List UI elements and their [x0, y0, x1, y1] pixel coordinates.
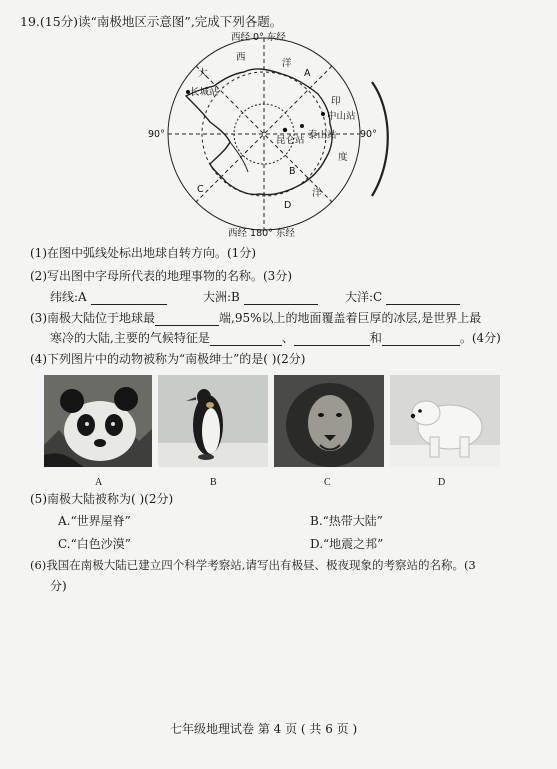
photo-caption-d: D — [438, 477, 446, 488]
q2-ocean-row — [345, 290, 460, 305]
map-letter-d: D — [284, 200, 292, 211]
q3-line1-start: (3)南极大陆位于地球最 — [30, 311, 155, 325]
q2-latitude-blank[interactable] — [91, 292, 167, 305]
q3-line2 — [50, 331, 501, 346]
q6-line1: (6)我国在南极大陆已建立四个科学考察站,请写出有极昼、极夜现象的考察站的名称。(3 — [30, 558, 476, 572]
q3-line2-end: 。(4分) — [459, 331, 501, 345]
map-ocean-yang2: 洋 — [312, 188, 322, 199]
map-station-taishan: 泰山站 — [308, 130, 337, 141]
map-letter-b: B — [289, 166, 296, 177]
photo-lion[interactable] — [274, 375, 384, 467]
map-ocean-yang1: 洋 — [282, 58, 292, 69]
station-dot-zhongshan — [321, 112, 325, 116]
q5-option-d[interactable]: D.“地震之邦” — [310, 537, 384, 551]
map-station-changcheng: 长城站 — [190, 87, 219, 98]
q2-ocean-blank[interactable] — [386, 292, 460, 305]
q3-line2-separator: 、 — [281, 331, 294, 345]
station-dot-taishan — [300, 124, 304, 128]
q2-latitude-label: 纬线:A — [50, 290, 87, 304]
map-ocean-xi: 西 — [236, 52, 246, 63]
q3-climate-blank-1[interactable] — [210, 333, 282, 346]
map-ocean-du: 度 — [338, 152, 348, 163]
q3-climate-blank-2[interactable] — [294, 333, 370, 346]
q1-text: (1)在图中弧线处标出地球自转方向。(1分) — [30, 246, 256, 260]
photo-penguin[interactable] — [158, 375, 268, 467]
q2-continent-blank[interactable] — [244, 292, 318, 305]
q3-climate-blank-3[interactable] — [382, 333, 460, 346]
map-letter-c: C — [197, 184, 204, 195]
page-footer: 七年级地理试卷 第 4 页 ( 共 6 页 ) — [170, 722, 358, 736]
map-ocean-yin: 印 — [331, 96, 341, 107]
q3-line1 — [30, 311, 481, 326]
station-dot-kunlun — [283, 128, 287, 132]
map-right-label: 90° — [360, 129, 377, 140]
map-bottom-label: 西经 180° 东经 — [228, 228, 295, 239]
map-letter-a: A — [304, 68, 311, 79]
photo-caption-b: B — [210, 477, 217, 488]
q3-line2-start: 寒冷的大陆,主要的气候特征是 — [50, 331, 210, 345]
q2-continent-row — [203, 290, 318, 305]
q2-text: (2)写出图中字母所代表的地理事物的名称。(3分) — [30, 269, 292, 283]
q3-line2-and: 和 — [369, 331, 382, 345]
map-station-kunlun: 昆仑站 — [276, 135, 305, 146]
q5-option-c[interactable]: C.“白色沙漠” — [58, 537, 131, 551]
question-title: 19.(15分)读“南极地区示意图”,完成下列各题。 — [20, 14, 283, 29]
map-station-zhongshan: 中山站 — [327, 111, 356, 122]
photo-polar-bear[interactable] — [390, 375, 500, 467]
q3-line1-end: 端,95%以上的地面覆盖着巨厚的冰层,是世界上最 — [219, 311, 482, 325]
q2-ocean-label: 大洋:C — [345, 290, 383, 304]
photo-caption-a: A — [95, 477, 103, 488]
q2-latitude-row — [50, 290, 167, 305]
q3-direction-blank[interactable] — [155, 313, 219, 326]
map-left-label: 90° — [148, 129, 165, 140]
map-top-label: 西经 0° 东经 — [231, 32, 286, 43]
q5-option-a[interactable]: A.“世界屋脊” — [58, 514, 131, 528]
q4-text: (4)下列图片中的动物被称为“南极绅士”的是( )(2分) — [30, 352, 306, 366]
photo-caption-c: C — [324, 477, 331, 488]
q2-continent-label: 大洲:B — [203, 290, 240, 304]
q5-option-b[interactable]: B.“热带大陆” — [310, 514, 383, 528]
photo-panda[interactable] — [44, 375, 152, 467]
q6-line2: 分) — [50, 579, 67, 593]
map-ocean-da: 大 — [198, 68, 208, 79]
q5-text: (5)南极大陆被称为( )(2分) — [30, 492, 174, 506]
